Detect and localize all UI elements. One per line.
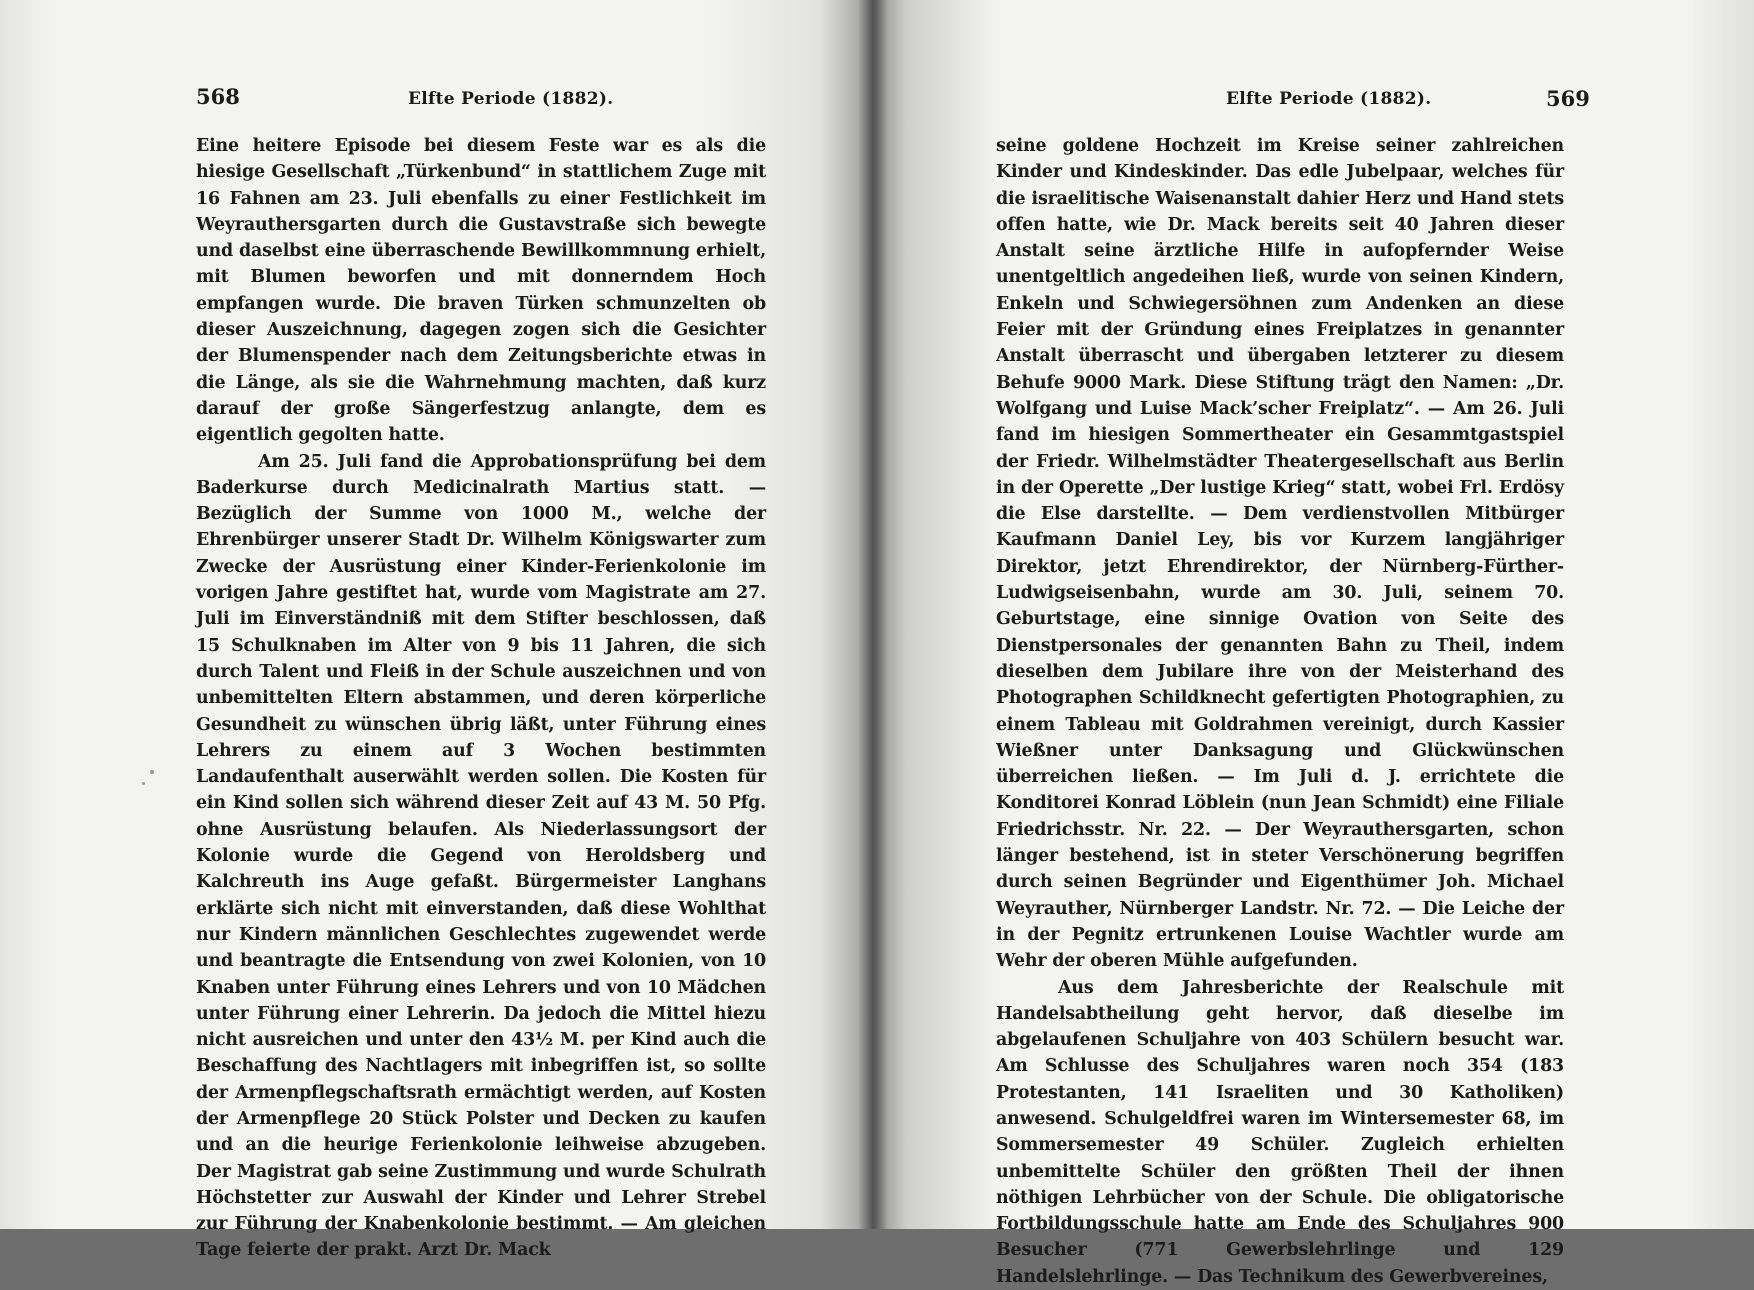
paper-speck	[142, 782, 145, 785]
left-paragraph-2: Am 25. Juli fand die Approbationsprüfung bei dem Baderkurse durch Medicinalrath Martius statt. — Bezüglich der Summe von 1000 M., welche der Ehrenbürger unserer Stadt Dr. Wilhelm Königswarter zum Zwecke der Ausrüstung einer Kinder-Ferienkolonie im vorigen Jahre gestiftet hat, wurde vom Magistrate am 27. Juli im Einverständniß mit dem Stifter beschlossen, daß 15 Schulknaben im Alter von 9 bis 11 Jahren, die sich durch Talent und Fleiß in der Schule auszeichnen und von unbemittelten Eltern abstammen, und deren körperliche Gesundheit zu wünschen übrig läßt, unter Führung eines Lehrers zu einem auf 3 Wochen bestimmten Landaufenthalt auserwählt werden sollen. Die Kosten für ein Kind sollen sich während dieser Zeit auf 43 M. 50 Pfg. ohne Ausrüstung belaufen. Als Niederlassungsort der Kolonie wurde die Gegend von Heroldsberg und Kalchreuth ins Auge gefaßt. Bürgermeister Langhans erklärte sich nicht mit einverstanden, daß diese Wohlthat nur Kindern männlichen Geschlechtes zugewendet werde und beantragte die Entsendung von zwei Kolonien, von 10 Knaben unter Führung eines Lehrers und von 10 Mädchen unter Führung einer Lehrerin. Da jedoch die Mittel hiezu nicht ausreichen und unter den 43½ M. per Kind auch die Beschaffung des Nachtlagers mit inbegriffen ist, so sollte der Armenpflegschaftsrath ermächtigt werden, auf Kosten der Armenpflege 20 Stück Polster und Decken zu kaufen und an die heurige Ferienkolonie leihweise abzugeben. Der Magistrat gab seine Zustimmung und wurde Schulrath Höchstetter zur Auswahl der Kinder und Lehrer Strebel zur Führung der Knabenkolonie bestimmt. — Am gleichen Tage feierte der prakt. Arzt Dr. Mack	[196, 449, 766, 1264]
left-page-number: 568	[196, 84, 240, 109]
right-page-number: 569	[1546, 86, 1590, 111]
left-page-body	[196, 133, 766, 1264]
right-paragraph-1: seine goldene Hochzeit im Kreise seiner zahlreichen Kinder und Kindeskinder. Das edle Jubelpaar, welches für die israelitische Waisenanstalt dahier Herz und Hand stets offen hatte, wie Dr. Mack bereits seit 40 Jahren dieser Anstalt seine ärztliche Hilfe in aufopfernder Weise unentgeltlich angedeihen ließ, wurde von seinen Kindern, Enkeln und Schwiegersöhnen zum Andenken an diese Feier mit der Gründung eines Freiplatzes in genannter Anstalt überrascht und übergaben letzterer zu diesem Behufe 9000 Mark. Diese Stiftung trägt den Namen: „Dr. Wolfgang und Luise Mack’scher Freiplatz“. — Am 26. Juli fand im hiesigen Sommertheater ein Gesammtgastspiel der Friedr. Wilhelmstädter Theatergesellschaft aus Berlin in der Operette „Der lustige Krieg“ statt, wobei Frl. Erdösy die Else darstellte. — Dem verdienstvollen Mitbürger Kaufmann Daniel Ley, bis vor Kurzem langjähriger Direktor, jetzt Ehrendirektor, der Nürnberg-Fürther-Ludwigseisenbahn, wurde am 30. Juli, seinem 70. Geburtstage, eine sinnige Ovation von Seite des Dienstpersonales der genannten Bahn zu Theil, indem dieselben dem Jubilare ihre von der Meisterhand des Photographen Schildknecht gefertigten Photographien, zu einem Tableau mit Goldrahmen vereinigt, durch Kassier Wießner unter Danksagung und Glückwünschen überreichen ließen. — Im Juli d. J. errichtete die Konditorei Konrad Löblein (nun Jean Schmidt) eine Filiale Friedrichsstr. Nr. 22. — Der Weyrauthersgarten, schon länger bestehend, ist in steter Verschönerung begriffen durch seinen Begründer und Eigenthümer Joh. Michael Weyrauther, Nürnberger Landstr. Nr. 72. — Die Leiche der in der Pegnitz ertrunkenen Louise Wachtler wurde am Wehr der oberen Mühle aufgefunden.	[996, 133, 1564, 975]
right-running-head: Elfte Periode (1882).	[1226, 89, 1431, 109]
right-page-body	[996, 133, 1564, 1290]
left-running-head: Elfte Periode (1882).	[408, 89, 613, 109]
left-page	[0, 0, 872, 1229]
right-paragraph-2: Aus dem Jahresberichte der Realschule mit Handelsabtheilung geht hervor, daß dieselbe im abgelaufenen Schuljahre von 403 Schülern besucht war. Am Schlusse des Schuljahres waren noch 354 (183 Protestanten, 141 Israeliten und 30 Katholiken) anwesend. Schulgeldfrei waren im Wintersemester 68, im Sommersemester 49 Schüler. Zugleich erhielten unbemittelte Schüler den größten Theil der ihnen nöthigen Lehrbücher von der Schule. Die obligatorische Fortbildungsschule hatte am Ende des Schuljahres 900 Besucher (771 Gewerbslehrlinge und 129 Handelslehrlinge. — Das Technikum des Gewerbvereines,	[996, 975, 1564, 1290]
right-page	[872, 0, 1754, 1229]
paper-speck	[150, 770, 154, 774]
left-paragraph-1: Eine heitere Episode bei diesem Feste war es als die hiesige Gesellschaft „Türkenbund“ in stattlichem Zuge mit 16 Fahnen am 23. Juli ebenfalls zu einer Festlichkeit im Weyrauthersgarten durch die Gustavstraße sich bewegte und daselbst eine überraschende Bewillkommnung erhielt, mit Blumen beworfen und mit donnerndem Hoch empfangen wurde. Die braven Türken schmunzelten ob dieser Auszeichnung, dagegen zogen sich die Gesichter der Blumenspender nach dem Zeitungsberichte etwas in die Länge, als sie die Wahrnehmung machten, daß kurz darauf der große Sängerfestzug anlangte, dem es eigentlich gegolten hatte.	[196, 133, 766, 449]
book-gutter	[858, 0, 888, 1229]
